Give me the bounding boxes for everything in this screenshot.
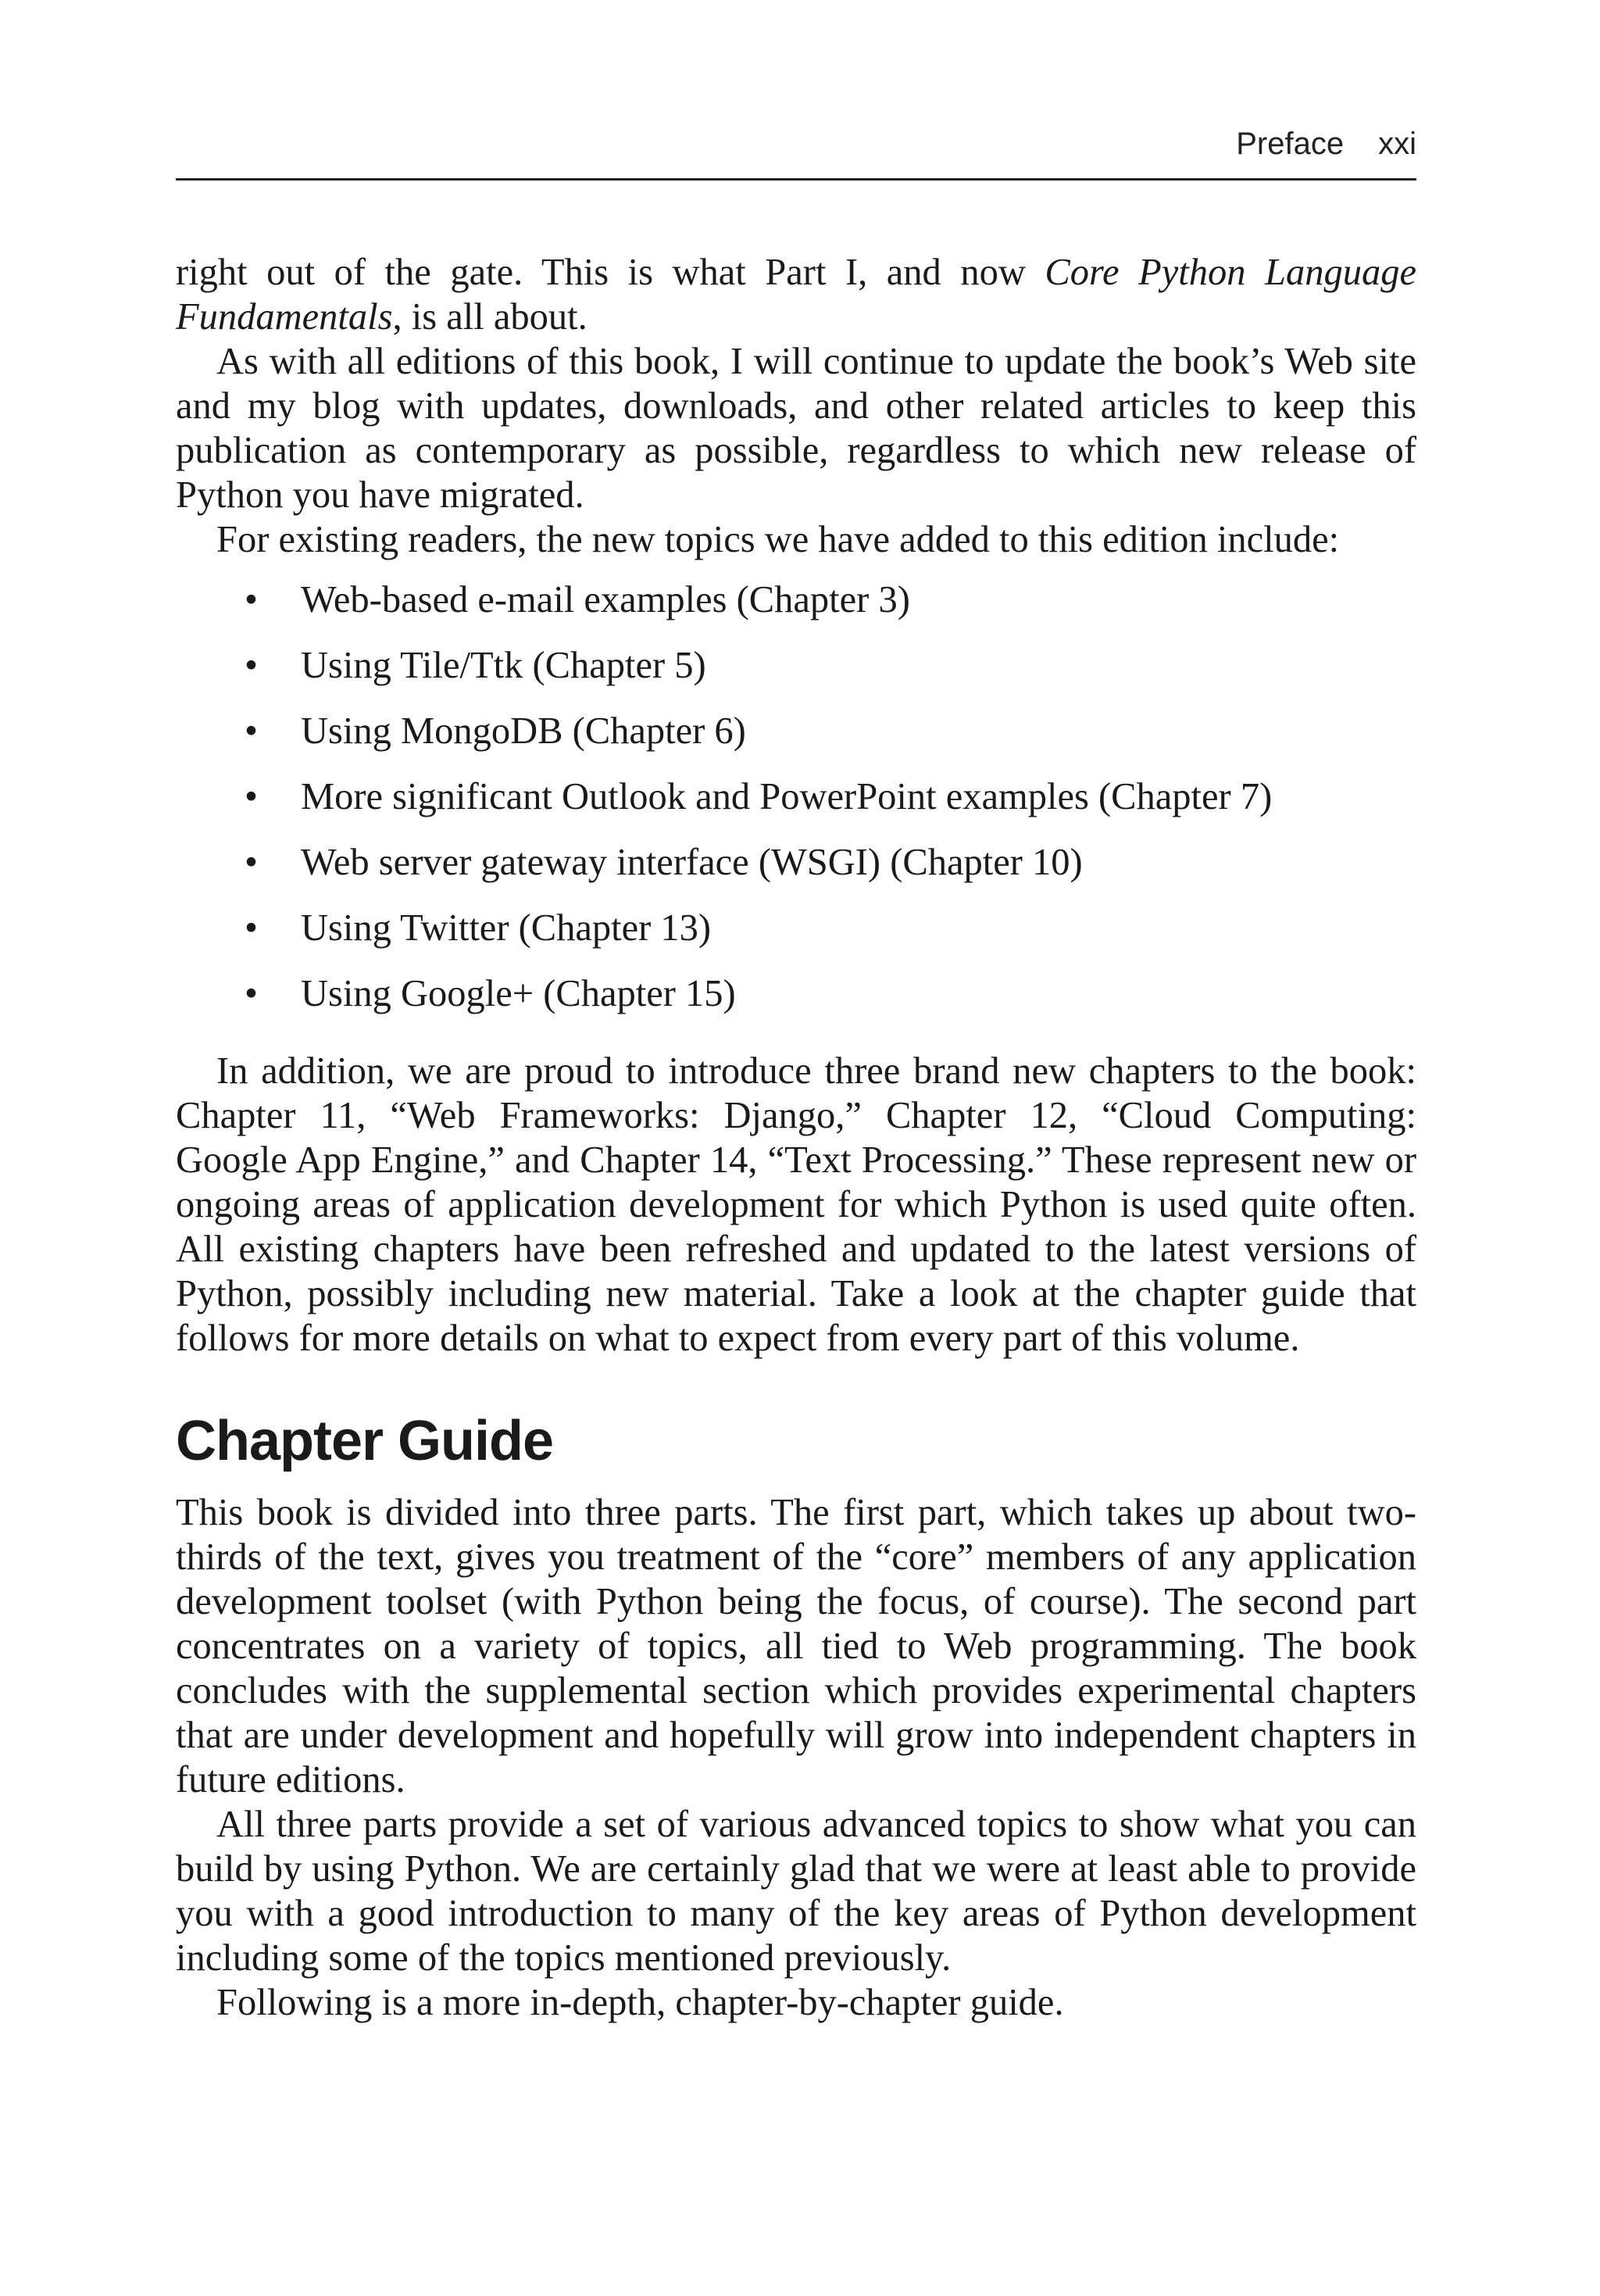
guide-paragraph: All three parts provide a set of various advanced topics to show what you can build by using Python. We are certainly glad that we were at least able to provide you with a good introduction to many of the key areas of Python development including some of the topics mentioned previously.: [176, 1804, 1416, 1979]
list-item: [176, 643, 1416, 688]
guide-paragraph: This book is divided into three parts. The first part, which takes up about two-thirds of the text, gives you treatment of the “core” members of any application development toolset (with Python being the focus, of course). The second part concentrates on a variety of topics, all tied to Web programming. The book concludes with the supplemental section which provides experimental chapters that are under development and hopefully will grow into independent chapters in future editions.: [176, 1492, 1416, 1801]
list-item: [176, 840, 1416, 885]
list-item-text: Web-based e-mail examples (Chapter 3): [301, 579, 910, 620]
bullet-icon: •: [245, 776, 258, 817]
intro-lead: right out of the gate. This is what Part I, and now: [176, 252, 1045, 293]
intro-tail: , is all about.: [392, 296, 588, 338]
body-text: [176, 250, 1416, 2025]
section-heading: Chapter Guide: [176, 1410, 554, 1472]
bullet-icon: •: [245, 842, 258, 883]
list-item: [176, 578, 1416, 622]
list-item-text: Web server gateway interface (WSGI) (Chapter 10): [301, 842, 1083, 883]
new-topics-list: [176, 578, 1416, 1016]
bullet-icon: •: [245, 645, 258, 686]
running-head-title: Preface: [1236, 127, 1345, 161]
list-item: [176, 709, 1416, 753]
guide-paragraph: Following is a more in-depth, chapter-by-chapter guide.: [216, 1982, 1064, 2023]
header-rule: [176, 178, 1416, 181]
bullet-icon: •: [245, 907, 258, 949]
list-item-text: Using Twitter (Chapter 13): [301, 907, 712, 949]
intro-paragraph: [176, 250, 1416, 339]
list-item-text: Using MongoDB (Chapter 6): [301, 710, 746, 752]
list-item-text: Using Google+ (Chapter 15): [301, 973, 736, 1014]
intro-book-title: Core Python Language Fundamentals: [176, 252, 1417, 338]
running-head: [176, 123, 1416, 164]
list-item-text: Using Tile/Ttk (Chapter 5): [301, 645, 706, 686]
list-item: [176, 971, 1416, 1016]
bullet-icon: •: [245, 973, 258, 1014]
bullet-icon: •: [245, 579, 258, 620]
list-item: [176, 774, 1416, 819]
list-intro-paragraph: For existing readers, the new topics we have added to this edition include:: [216, 519, 1340, 560]
updates-paragraph: As with all editions of this book, I will continue to update the book’s Web site and my blog with updates, downloads, and other related articles to keep this publication as contemporary as possible, regardless to which new release of Python you have migrated.: [176, 341, 1416, 516]
page-number: xxi: [1378, 127, 1416, 161]
bullet-icon: •: [245, 710, 258, 752]
new-chapters-paragraph: In addition, we are proud to introduce three brand new chapters to the book: Chapter 11, “Web Frameworks: Django,” Chapter 12, “Cloud Computing: Google App Engine,” and Chapter 14, “Text Processing.” These represent new or ongoing areas of application development for which Python is used quite often. All existing chapters have been refreshed and updated to the latest versions of Python, possibly including new material. Take a look at the chapter guide that follows for more details on what to expect from every part of this volume.: [176, 1050, 1416, 1359]
list-item-text: More significant Outlook and PowerPoint examples (Chapter 7): [301, 776, 1273, 817]
list-item: [176, 906, 1416, 950]
